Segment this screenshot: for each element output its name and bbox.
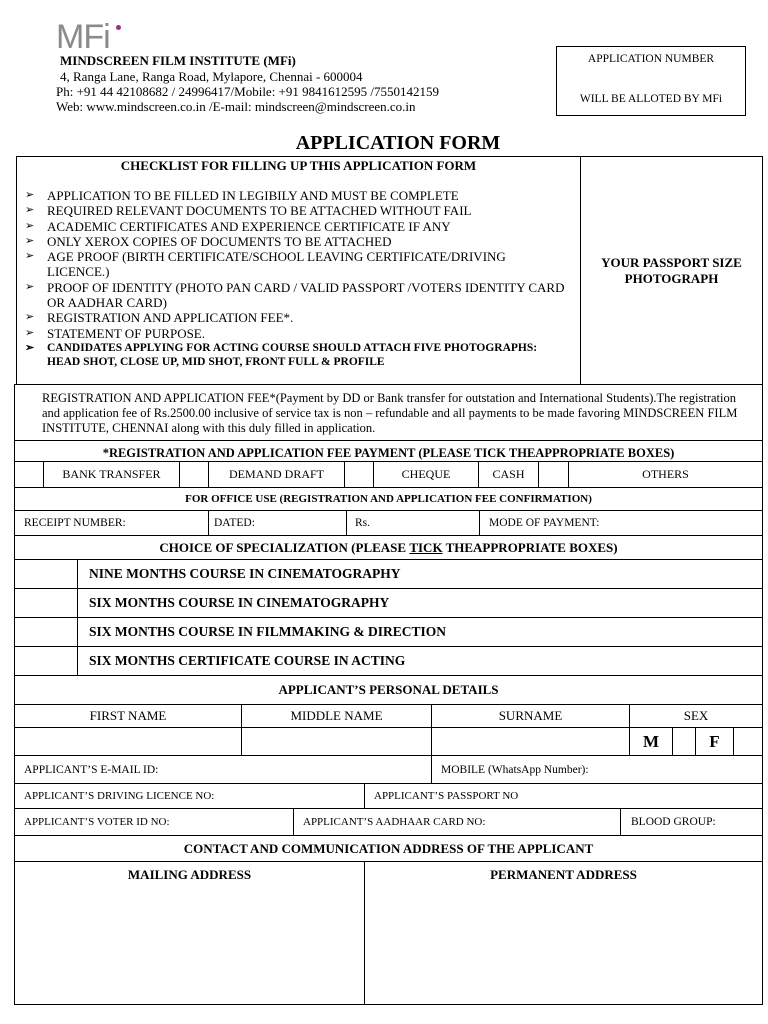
checklist-item: ➢ ONLY XEROX COPIES OF DOCUMENTS TO BE ATTACHED [25, 233, 392, 249]
sex-female-option[interactable]: F [695, 727, 734, 756]
bank-transfer-tickbox[interactable] [14, 461, 44, 488]
receipt-number-field[interactable]: RECEIPT NUMBER: [14, 510, 209, 536]
course-filmmaking-direction: SIX MONTHS COURSE IN FILMMAKING & DIRECTION [77, 617, 763, 647]
passport-number-field[interactable]: APPLICANT’S PASSPORT NO [364, 783, 763, 809]
arrow-bullet-icon: ➢ [25, 280, 35, 293]
institute-address: 4, Ranga Lane, Ranga Road, Mylapore, Chennai - 600004 [60, 69, 363, 84]
arrow-bullet-icon: ➢ [25, 189, 35, 201]
cash-tickbox[interactable] [538, 461, 569, 488]
surname-header: SURNAME [431, 704, 630, 728]
demand-draft-option: DEMAND DRAFT [208, 461, 345, 488]
checklist-item: ➢ PROOF OF IDENTITY (PHOTO PAN CARD / VALID PASSPORT /VOTERS IDENTITY CARD OR AADHAR CARD) [25, 279, 565, 311]
office-use-title: FOR OFFICE USE (REGISTRATION AND APPLICATION FEE CONFIRMATION) [14, 487, 763, 511]
application-number-label: APPLICATION NUMBER [587, 53, 715, 65]
first-name-header: FIRST NAME [14, 704, 242, 728]
specialization-title-tick: TICK [409, 539, 443, 555]
institute-name: MINDSCREEN FILM INSTITUTE (MFi) [60, 53, 296, 68]
arrow-bullet-icon: ➢ [25, 204, 35, 217]
permanent-address-label: PERMANENT ADDRESS [490, 867, 637, 882]
checklist-title: CHECKLIST FOR FILLING UP THIS APPLICATION FORM [120, 158, 477, 173]
first-name-field[interactable] [14, 727, 242, 756]
surname-field[interactable] [431, 727, 630, 756]
institute-web: Web: www.mindscreen.co.in /E-mail: mindscreen@mindscreen.co.in [56, 99, 416, 114]
course-tickbox-filmmaking-direction[interactable] [14, 617, 78, 647]
mailing-address-field[interactable] [14, 861, 365, 1005]
checklist-item-acting: ➢ CANDIDATES APPLYING FOR ACTING COURSE SHOULD ATTACH FIVE PHOTOGRAPHS: HEAD SHOT, CLOSE UP, MID SHOT, FRONT FULL & PROFILE [25, 341, 538, 368]
middle-name-header: MIDDLE NAME [241, 704, 432, 728]
sex-header: SEX [629, 704, 763, 728]
checklist-item: ➢ REGISTRATION AND APPLICATION FEE*. [25, 310, 294, 326]
arrow-bullet-icon: ➢ [25, 311, 35, 324]
mailing-address-label: MAILING ADDRESS [127, 867, 252, 882]
checklist-item: ➢ REQUIRED RELEVANT DOCUMENTS TO BE ATTACHED WITHOUT FAIL [25, 203, 472, 219]
arrow-bullet-icon: ➢ [25, 341, 35, 354]
application-number-note: WILL BE ALLOTED BY MFi [579, 93, 723, 105]
amount-field[interactable]: Rs. [346, 510, 480, 536]
checklist-item: ➢ APPLICATION TO BE FILLED IN LEGIBILY AND MUST BE COMPLETE [25, 188, 459, 203]
arrow-bullet-icon: ➢ [25, 250, 35, 263]
logo-accent-dot [116, 25, 121, 30]
sex-female-tickbox[interactable] [733, 727, 763, 756]
checklist-item: ➢ STATEMENT OF PURPOSE. [25, 325, 205, 341]
checklist-item: ➢ AGE PROOF (BIRTH CERTIFICATE/SCHOOL LEAVING CERTIFICATE/DRIVING LICENCE.) [25, 249, 506, 280]
arrow-bullet-icon: ➢ [25, 326, 35, 339]
dated-field[interactable]: DATED: [208, 510, 347, 536]
form-title: APPLICATION FORM [295, 132, 501, 154]
fee-note-box [14, 384, 763, 441]
institute-logo: MFi [56, 18, 110, 56]
personal-details-title: APPLICANT’S PERSONAL DETAILS [14, 675, 763, 705]
cheque-option: CHEQUE [373, 461, 479, 488]
cash-option: CASH [492, 467, 525, 481]
payment-title: *REGISTRATION AND APPLICATION FEE PAYMENT (PLEASE TICK THEAPPROPRIATE BOXES) [14, 440, 763, 462]
sex-male-option[interactable]: M [629, 727, 673, 756]
specialization-title-post: THEAPPROPRIATE BOXES) [442, 539, 618, 555]
fee-note-text: REGISTRATION AND APPLICATION FEE*(Payment by DD or Bank transfer for outstation and International Students).The registration and application fee of Rs.2500.00 inclusive of service tax is non – refundable and all payments to be made favoring MINDSCREEN FILM INSTITUTE, CHENNAI along with this duly filled in application. [42, 391, 738, 435]
arrow-bullet-icon: ➢ [25, 219, 35, 232]
mobile-field[interactable]: MOBILE (WhatsApp Number): [431, 755, 763, 784]
sex-male-tickbox[interactable] [672, 727, 696, 756]
course-tickbox-nine-months-cinematography[interactable] [14, 559, 78, 589]
mode-of-payment-field[interactable]: MODE OF PAYMENT: [479, 510, 763, 536]
course-acting: SIX MONTHS CERTIFICATE COURSE IN ACTING [77, 646, 763, 676]
passport-photo-label: YOUR PASSPORT SIZE PHOTOGRAPH [601, 254, 742, 286]
specialization-title [14, 535, 763, 560]
middle-name-field[interactable] [241, 727, 432, 756]
course-tickbox-acting[interactable] [14, 646, 78, 676]
arrow-bullet-icon: ➢ [25, 234, 35, 247]
checklist-item: ➢ ACADEMIC CERTIFICATES AND EXPERIENCE CERTIFICATE IF ANY [25, 218, 451, 234]
bank-transfer-option: BANK TRANSFER [43, 461, 180, 488]
email-field[interactable]: APPLICANT’S E-MAIL ID: [14, 755, 432, 784]
course-tickbox-six-months-cinematography[interactable] [14, 588, 78, 618]
voter-id-field[interactable]: APPLICANT’S VOTER ID NO: [14, 808, 294, 836]
specialization-title-pre: CHOICE OF SPECIALIZATION (PLEASE [159, 539, 410, 555]
aadhaar-field[interactable]: APPLICANT’S AADHAAR CARD NO: [293, 808, 621, 836]
checklist-list [17, 188, 567, 369]
demand-draft-tickbox[interactable] [179, 461, 209, 488]
institute-phone: Ph: +91 44 42108682 / 24996417/Mobile: +91 9841612595 /7550142159 [56, 84, 440, 99]
permanent-address-field[interactable] [364, 861, 763, 1005]
course-nine-months-cinematography: NINE MONTHS COURSE IN CINEMATOGRAPHY [77, 559, 763, 589]
cheque-tickbox[interactable] [344, 461, 374, 488]
application-number-box [556, 46, 746, 116]
others-option: OTHERS [642, 467, 689, 481]
address-section-title: CONTACT AND COMMUNICATION ADDRESS OF THE APPLICANT [14, 835, 763, 862]
passport-photo-box[interactable] [580, 156, 763, 385]
course-six-months-cinematography: SIX MONTHS COURSE IN CINEMATOGRAPHY [77, 588, 763, 618]
driving-licence-field[interactable]: APPLICANT’S DRIVING LICENCE NO: [14, 783, 365, 809]
checklist-box [16, 156, 581, 385]
blood-group-field[interactable]: BLOOD GROUP: [620, 808, 763, 836]
